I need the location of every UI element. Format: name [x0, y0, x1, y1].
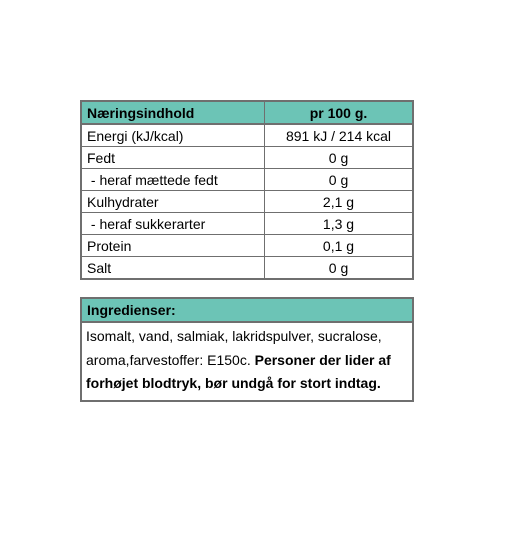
nutrition-row-carbohydrates — [81, 191, 413, 213]
nutrition-header-label: Næringsindhold — [81, 101, 265, 124]
nutrition-label: Fedt — [81, 147, 265, 169]
ingredients-box — [80, 297, 414, 402]
nutrition-row-protein — [81, 235, 413, 257]
nutrition-row-salt — [81, 257, 413, 280]
nutrition-label: Salt — [81, 257, 265, 280]
nutrition-row-fat — [81, 147, 413, 169]
ingredients-text-block — [82, 323, 412, 400]
nutrition-label: - heraf mættede fedt — [81, 169, 265, 191]
nutrition-table — [80, 100, 414, 280]
nutrition-value: 0,1 g — [265, 235, 414, 257]
nutrition-value: 891 kJ / 214 kcal — [265, 124, 414, 147]
nutrition-value: 2,1 g — [265, 191, 414, 213]
ingredients-list: Isomalt, vand, salmiak, lakridspulver, sucralose, aroma,farvestoffer: E150c. — [86, 328, 382, 368]
nutrition-value: 0 g — [265, 257, 414, 280]
nutrition-header-value: pr 100 g. — [265, 101, 414, 124]
nutrition-row-energy — [81, 124, 413, 147]
nutrition-value: 0 g — [265, 147, 414, 169]
nutrition-header-row — [81, 101, 413, 124]
nutrition-row-saturated-fat — [81, 169, 413, 191]
nutrition-row-sugars — [81, 213, 413, 235]
nutrition-value: 1,3 g — [265, 213, 414, 235]
nutrition-label: - heraf sukkerarter — [81, 213, 265, 235]
nutrition-label: Protein — [81, 235, 265, 257]
ingredients-title: Ingredienser: — [82, 299, 412, 323]
nutrition-value: 0 g — [265, 169, 414, 191]
ingredients-warning: Personer der lider af forhøjet blodtryk, bør undgå for stort indtag. — [86, 351, 391, 391]
nutrition-label: Energi (kJ/kcal) — [81, 124, 265, 147]
nutrition-label: Kulhydrater — [81, 191, 265, 213]
